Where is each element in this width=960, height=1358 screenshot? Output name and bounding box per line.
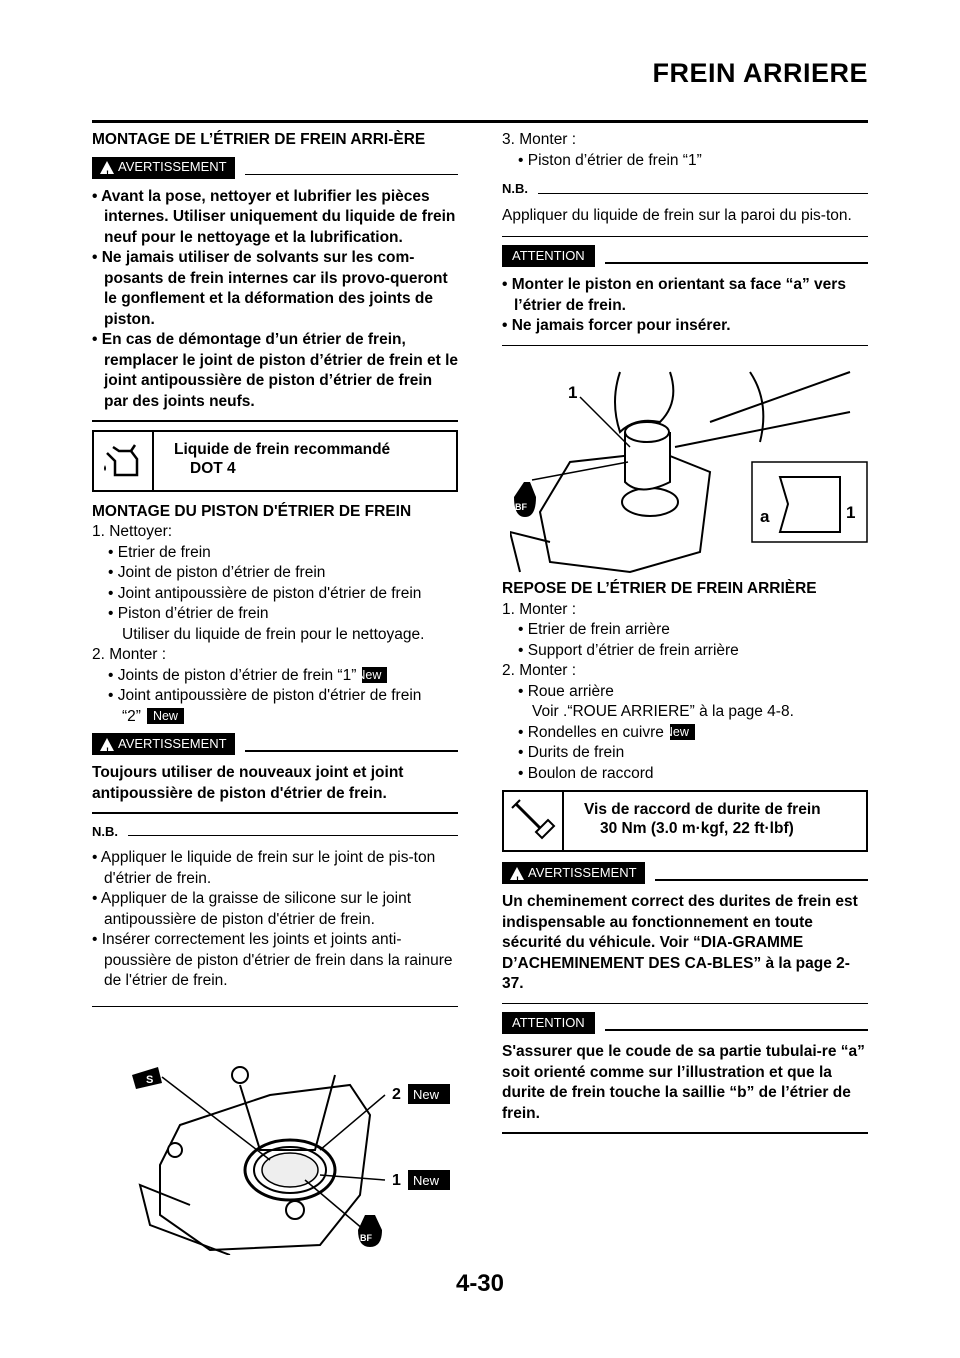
rule: [128, 835, 458, 836]
list-item: [92, 666, 458, 687]
attention-item: • Ne jamais forcer pour insérer.: [502, 317, 731, 334]
warning-badge: [92, 733, 235, 755]
list-item-text: “2”: [122, 707, 141, 725]
callout-1b: 1: [846, 503, 856, 522]
step: 2. Monter :: [502, 662, 577, 679]
list-note: Utiliser du liquide de frein pour le nettoyage.: [122, 625, 425, 643]
rule: [502, 1132, 868, 1134]
list-item: • Joint antipoussière de piston d'étrier de frein: [108, 687, 422, 704]
step: 1. Nettoyer:: [92, 523, 173, 540]
attention-text: S'assurer que le coude de sa partie tubulai-re “a” soit orienté comme sur l’illustration et que la durite de frein touche la saillie “b” de l’étrier de frein.: [502, 1043, 865, 1122]
callout-1: 1: [392, 1172, 401, 1189]
list-item: • Joint antipoussière de piston d'étrier de frein: [108, 584, 422, 602]
warning-item: • En cas de démontage d’un étrier de frein, remplacer le joint de piston d’étrier de frein et le joint antipoussière de piston d’étrier de frein par des joints neufs.: [92, 331, 459, 410]
new-badge: New: [147, 708, 184, 724]
rule: [92, 1006, 458, 1007]
page-title: FREIN ARRIERE: [652, 58, 868, 88]
piston-insert-illustration: [510, 362, 870, 577]
rule: [502, 236, 868, 237]
list-item: • Joint de piston d’étrier de frein: [108, 564, 326, 581]
list-item: • Piston d’étrier de frein “1”: [518, 151, 702, 169]
new-badge: New: [413, 1173, 440, 1188]
warning-label: AVERTISSEMENT: [118, 159, 227, 175]
warning-icon: !: [100, 161, 114, 174]
list-item: • Boulon de raccord: [518, 764, 654, 782]
nb-item: • Insérer correctement les joints et joints anti-poussière de piston d'étrier de frein dans la rainure de l'étrier de frein.: [92, 931, 453, 989]
right-column: [502, 130, 868, 1142]
warning-header: [502, 862, 868, 884]
list-item: [502, 723, 868, 744]
callout-1: 1: [568, 383, 578, 402]
nb-item: • Appliquer de la graisse de silicone sur le joint antipoussière de piston d'étrier de frein.: [92, 890, 412, 928]
new-badge: New: [362, 667, 387, 683]
bf-label: BF: [515, 502, 527, 512]
list-item-cont: [92, 707, 458, 728]
warning-item: • Avant la pose, nettoyer et lubrifier les pièces internes. Utiliser uniquement du liquide de frein neuf pour le nettoyage et la lubrification.: [92, 187, 456, 246]
warning-icon: !: [100, 738, 114, 751]
warning-text: Un cheminement correct des durites de frein est indispensable au fonctionnement en toute sécurité du véhicule. Voir “DIA-GRAMME D’ACHEMINEMENT DES CA-BLES” à la page 2-37.: [502, 893, 858, 992]
section-title-reinstall: REPOSE DE L’ÉTRIER DE FREIN ARRIÈRE: [502, 580, 817, 597]
nb-text: Appliquer du liquide de frein sur la paroi du pis-ton.: [502, 206, 852, 224]
torque-spec-value: 30 Nm (3.0 m·kgf, 22 ft·lbf): [600, 820, 794, 837]
step: 3. Monter :: [502, 131, 577, 148]
grease-s-label: S: [146, 1074, 154, 1086]
rule: [92, 812, 458, 814]
fluid-spec-label: Liquide de frein recommandé: [174, 440, 391, 458]
callout-2: 2: [392, 1086, 401, 1103]
torque-spec-box: [502, 790, 868, 852]
nb-header: [502, 179, 868, 200]
page-number: 4-30: [455, 1270, 505, 1297]
oil-can-icon: [94, 432, 154, 490]
list-item: • Etrier de frein arrière: [518, 621, 670, 638]
rule: [245, 174, 458, 176]
nb-header: [92, 822, 458, 843]
warning-header: [92, 733, 458, 755]
list-item: • Durits de frein: [518, 744, 625, 761]
rule: [655, 879, 868, 881]
bf-label: BF: [360, 1233, 372, 1243]
warning-label: AVERTISSEMENT: [118, 735, 227, 751]
rule: [92, 420, 458, 422]
attention-badge: ATTENTION: [502, 1012, 595, 1034]
list-item: • Roue arrière: [518, 682, 614, 700]
warning-label: AVERTISSEMENT: [528, 864, 637, 880]
warning-badge: [502, 862, 645, 884]
attention-badge: ATTENTION: [502, 245, 595, 267]
rule: [538, 193, 868, 194]
warning-icon: !: [510, 867, 524, 880]
torque-spec-label: Vis de raccord de durite de frein: [584, 801, 821, 818]
rule: [502, 1003, 868, 1005]
list-note: Voir .“ROUE ARRIERE” à la page 4-8.: [532, 703, 794, 720]
step: 2. Monter :: [92, 646, 167, 663]
fluid-spec-value: DOT 4: [190, 459, 236, 477]
section-title-caliper-install: MONTAGE DE L’ÉTRIER DE FREIN ARRI-ÈRE: [92, 131, 426, 148]
callout-a: a: [760, 507, 770, 526]
attention-header: [502, 245, 868, 267]
list-item: • Piston d’étrier de frein: [108, 605, 269, 622]
nb-label: N.B.: [502, 181, 528, 196]
step: 1. Monter :: [502, 600, 577, 618]
list-item-text: • Rondelles en cuivre: [518, 723, 664, 741]
nb-item: • Appliquer le liquide de frein sur le joint de pis-ton d'étrier de frein.: [92, 849, 436, 887]
rule: [245, 750, 458, 752]
list-item: • Support d’étrier de frein arrière: [518, 641, 739, 659]
new-badge: New: [670, 724, 695, 740]
rule: [605, 262, 868, 264]
rule: [605, 1029, 868, 1031]
list-item-text: • Joints de piston d’étrier de frein “1”: [108, 666, 357, 684]
warning-text: Toujours utiliser de nouveaux joint et joint antipoussière de piston d'étrier de frein.: [92, 764, 404, 802]
attention-item: • Monter le piston en orientant sa face “a” vers l’étrier de frein.: [502, 276, 846, 314]
fluid-spec-box: [92, 430, 458, 492]
header-rule: [92, 120, 868, 123]
left-column: [92, 130, 458, 1015]
rule: [502, 345, 868, 347]
new-badge: New: [413, 1087, 440, 1102]
torque-wrench-icon: [504, 792, 564, 850]
warning-badge: [92, 157, 235, 179]
list-item: • Etrier de frein: [108, 543, 211, 561]
section-title-piston: MONTAGE DU PISTON D'ÉTRIER DE FREIN: [92, 502, 412, 520]
warning-item: • Ne jamais utiliser de solvants sur les com-posants de frein internes car ils provo-queront le gonflement et la déformation des joints de piston.: [92, 249, 448, 328]
nb-label: N.B.: [92, 823, 118, 839]
warning-header: [92, 157, 458, 179]
attention-header: [502, 1012, 868, 1034]
caliper-seal-illustration: [120, 1055, 460, 1255]
